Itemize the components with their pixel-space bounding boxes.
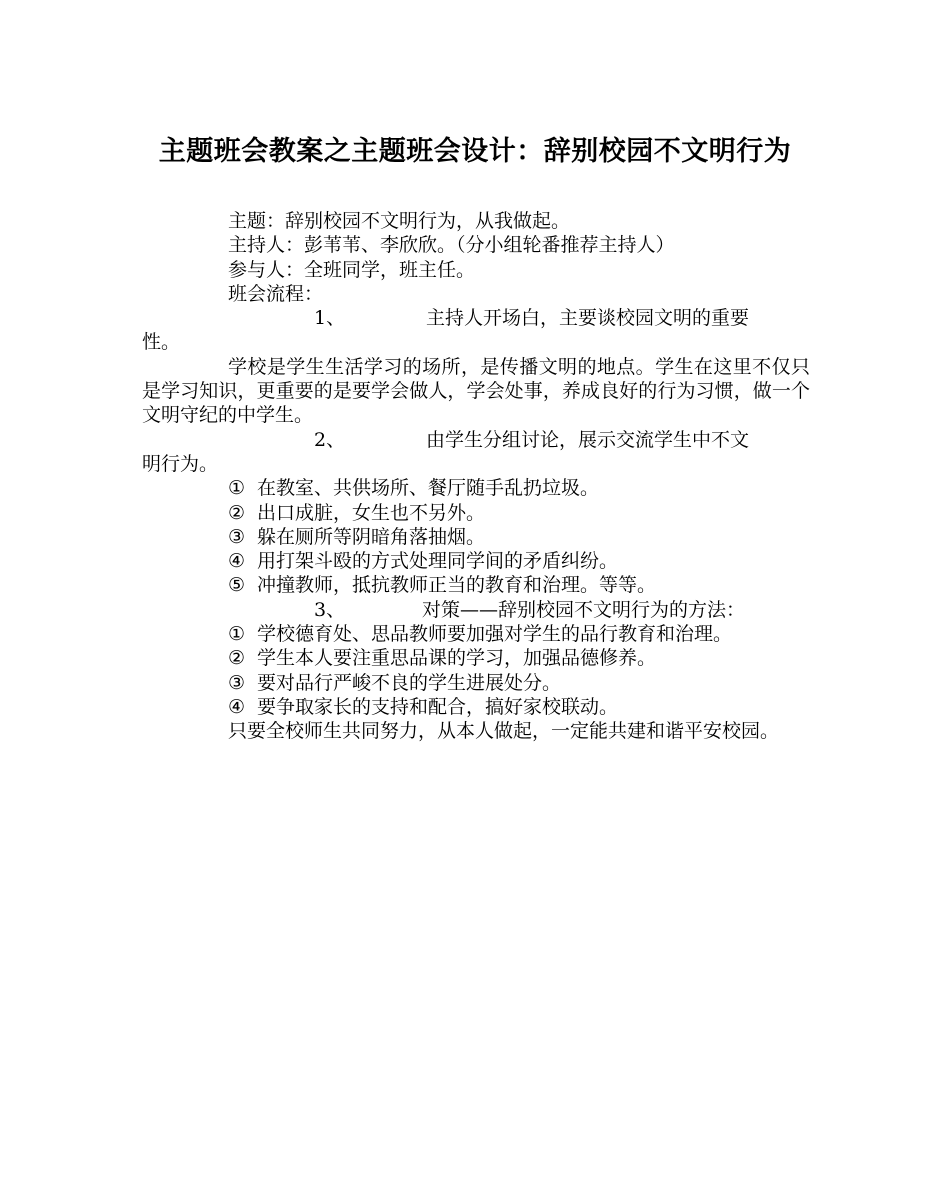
host-line: 主持人：彭苇苇、李欣欣。（分小组轮番推荐主持人） xyxy=(228,234,675,257)
step-2-text: 由学生分组讨论，展示交流学生中不文 xyxy=(426,428,750,451)
list-item xyxy=(142,573,810,597)
list-marker: ② xyxy=(228,647,246,670)
list-item-text: 在教室、共供场所、餐厅随手乱扔垃圾。 xyxy=(257,477,600,500)
step-2-text-continued: 明行为。 xyxy=(142,452,219,475)
list-marker: ③ xyxy=(228,525,246,548)
list-item xyxy=(142,695,810,719)
step-3 xyxy=(142,598,810,622)
list-marker: ② xyxy=(228,501,246,524)
list-item xyxy=(142,622,810,646)
list-marker: ④ xyxy=(228,550,246,573)
list-item-text: 躲在厕所等阴暗角落抽烟。 xyxy=(257,525,486,548)
theme-line: 主题：辞别校园不文明行为，从我做起。 xyxy=(228,210,571,232)
flow-label: 班会流程： xyxy=(228,282,324,305)
document-body xyxy=(142,209,810,744)
list-item-text: 学校德育处、思品教师要加强对学生的品行教育和治理。 xyxy=(257,623,733,646)
list-marker: ① xyxy=(228,623,246,646)
closing-paragraph: 只要全校师生共同努力，从本人做起，一定能共建和谐平安校园。 xyxy=(228,720,780,743)
list-item xyxy=(142,525,810,549)
list-marker: ⑤ xyxy=(228,574,246,597)
participants-line: 参与人：全班同学，班主任。 xyxy=(228,258,476,281)
list-item-text: 学生本人要注重思品课的学习，加强品德修养。 xyxy=(257,647,657,670)
list-item xyxy=(142,549,810,573)
list-item-text: 要对品行严峻不良的学生进展处分。 xyxy=(257,671,562,694)
step-1 xyxy=(142,306,810,355)
school-paragraph: 学校是学生生活学习的场所，是传播文明的地点。学生在这里不仅只是学习知识，更重要的是要学会做人，学会处事，养成良好的行为习惯，做一个文明守纪的中学生。 xyxy=(142,355,810,427)
list-item-text: 出口成脏，女生也不另外。 xyxy=(257,501,486,524)
list-marker: ③ xyxy=(228,671,246,694)
list-item-text: 冲撞教师，抵抗教师正当的教育和治理。等等。 xyxy=(257,574,657,597)
list-marker: ① xyxy=(228,477,246,500)
list-item xyxy=(142,476,810,500)
step-1-number: 1、 xyxy=(314,307,346,330)
list-item-text: 用打架斗殴的方式处理同学间的矛盾纠纷。 xyxy=(257,550,619,573)
step-1-text-continued: 性。 xyxy=(142,331,181,354)
step-1-text: 主持人开场白，主要谈校园文明的重要 xyxy=(426,307,750,330)
measure-list xyxy=(142,622,810,719)
document-title: 主题班会教案之主题班会设计：辞别校园不文明行为 xyxy=(158,136,792,167)
step-3-text: 对策——辞别校园不文明行为的方法： xyxy=(422,598,746,621)
step-2 xyxy=(142,428,810,477)
list-marker: ④ xyxy=(228,695,246,718)
list-item xyxy=(142,671,810,695)
list-item xyxy=(142,646,810,670)
list-item-text: 要争取家长的支持和配合，搞好家校联动。 xyxy=(257,695,619,718)
list-item xyxy=(142,501,810,525)
step-3-number: 3、 xyxy=(314,598,346,621)
step-2-number: 2、 xyxy=(314,428,346,451)
behavior-list xyxy=(142,476,810,597)
